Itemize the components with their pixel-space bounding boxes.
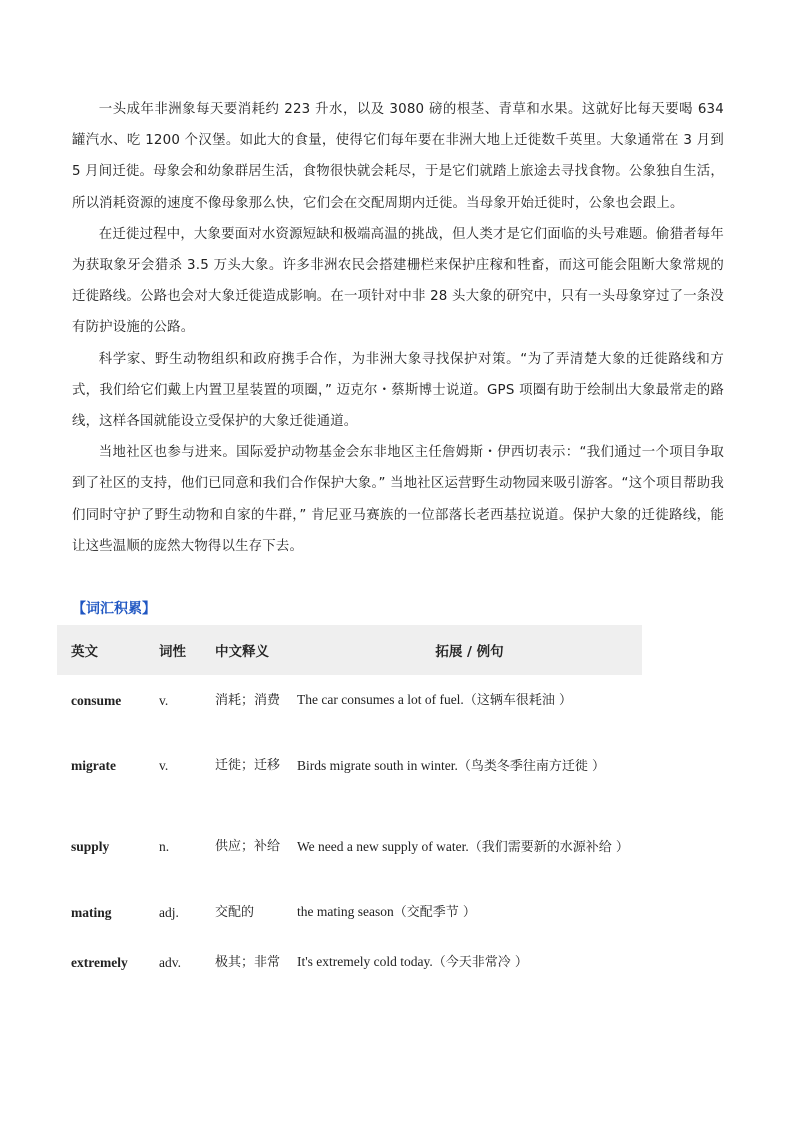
- paragraph: 当地社区也参与进来。国际爱护动物基金会东非地区主任詹姆斯・伊西切表示：“我们通过一个项目争取到了社区的支持，他们已同意和我们合作保护大象。” 当地社区运营野生动物园来吸引游客。“这个项目帮助我们同时守护了野生动物和自家的牛群，” 肯尼亚马赛族的一位部落长老西基拉说道。保护大象的迁徙路线，能让这些温顺的庞然大物得以生存下去。: [72, 445, 724, 554]
- example-en: We need a new supply of water.: [297, 838, 469, 854]
- table-row: [57, 937, 642, 987]
- vocab-meaning: 迁徙；迁移: [215, 758, 281, 773]
- vocab-header-row: [57, 625, 642, 675]
- vocab-meaning: 交配的: [215, 904, 255, 920]
- header-meaning: 中文释义: [201, 625, 297, 675]
- example-en: the mating season: [297, 904, 394, 919]
- vocab-meaning: 极其；非常: [215, 954, 281, 970]
- paragraph: 科学家、野生动物组织和政府携手合作，为非洲大象寻找保护对策。“为了弄清楚大象的迁徙路线和方式，我们给它们戴上内置卫星装置的项圈，” 迈克尔・蔡斯博士说道。GPS 项圈有助于绘制出大象最常走的路线，这样各国就能设立受保护的大象迁徙通道。: [72, 351, 724, 430]
- vocab-pos: adv.: [159, 954, 181, 970]
- example-en: It's extremely cold today.: [297, 954, 433, 969]
- vocab-table: [57, 625, 642, 987]
- table-row: [57, 806, 642, 887]
- vocab-word: mating: [71, 904, 112, 920]
- example-zh: （今天非常冷 ）: [432, 955, 528, 970]
- vocab-pos: n.: [159, 839, 170, 854]
- vocab-pos: adj.: [159, 904, 179, 920]
- example-en: Birds migrate south in winter.: [297, 757, 458, 773]
- table-row: [57, 675, 642, 725]
- vocab-word: extremely: [71, 954, 128, 970]
- vocab-word: migrate: [71, 758, 116, 773]
- example-zh: （这辆车很耗油 ）: [463, 693, 572, 708]
- vocab-pos: v.: [159, 692, 169, 708]
- example-en: The car consumes a lot of fuel.: [297, 692, 464, 707]
- header-word: 英文: [57, 625, 145, 675]
- vocab-pos: v.: [159, 758, 169, 773]
- vocab-example: [297, 725, 642, 806]
- table-row: [57, 887, 642, 937]
- vocab-word: consume: [71, 692, 122, 708]
- vocab-word: supply: [71, 839, 110, 854]
- reading-passage: [72, 94, 724, 562]
- example-zh: （鸟类冬季往南方迁徙 ）: [457, 758, 606, 774]
- vocab-example: [297, 806, 642, 887]
- vocab-example: [297, 675, 642, 725]
- vocab-section-title: 【词汇积累】: [72, 601, 156, 617]
- paragraph: 一头成年非洲象每天要消耗约 223 升水，以及 3080 磅的根茎、青草和水果。这就好比每天要喝 634 罐汽水、吃 1200 个汉堡。如此大的食量，使得它们每年要在非洲大地上迁徙数千英里。大象通常在 3 月到 5 月间迁徙。母象会和幼象群居生活，食物很快就会耗尽，于是它们就踏上旅途去寻找食物。公象独自生活，所以消耗资源的速度不像母象那么快，它们会在交配周期内迁徙。当母象开始迁徙时，公象也会跟上。: [72, 102, 724, 211]
- vocab-example: [297, 887, 642, 937]
- vocab-meaning: 消耗；消费: [215, 692, 281, 708]
- paragraph: 在迁徙过程中，大象要面对水资源短缺和极端高温的挑战，但人类才是它们面临的头号难题。偷猎者每年为获取象牙会猎杀 3.5 万头大象。许多非洲农民会搭建栅栏来保护庄稼和牲畜，而这可能会阻断大象常规的迁徙路线。公路也会对大象迁徙造成影响。在一项针对中非 28 头大象的研究中，只有一头母象穿过了一条没有防护设施的公路。: [72, 226, 724, 336]
- example-zh: （交配季节 ）: [393, 905, 476, 920]
- example-zh: （我们需要新的水源补给 ）: [468, 839, 629, 855]
- header-example: 拓展 / 例句: [297, 625, 642, 675]
- vocab-example: [297, 937, 642, 987]
- table-row: [57, 725, 642, 806]
- header-pos: 词性: [145, 625, 201, 675]
- vocab-meaning: 供应；补给: [215, 839, 281, 854]
